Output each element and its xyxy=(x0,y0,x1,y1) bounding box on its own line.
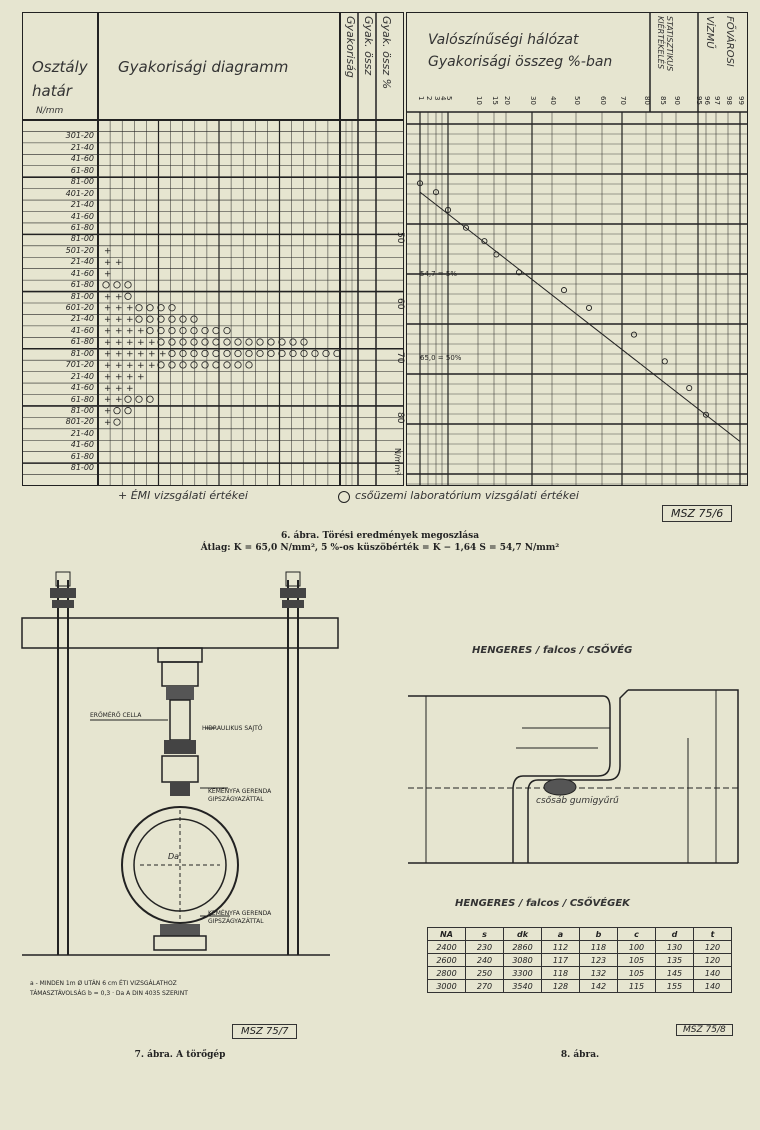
legend-circle-icon xyxy=(338,491,350,503)
pct-tick-label: 40 xyxy=(549,96,557,105)
emi-plus-mark: + xyxy=(104,418,112,429)
emi-plus-mark: + xyxy=(115,338,123,349)
lab-circle-mark xyxy=(180,339,186,345)
tag-msz-75-7: MSZ 75/7 xyxy=(232,1024,297,1039)
emi-plus-mark: + xyxy=(104,360,112,371)
lab-circle-mark xyxy=(125,282,131,288)
lab-circle-mark xyxy=(180,350,186,356)
row-label: 81-00 xyxy=(70,291,94,301)
pipe-cell: 120 xyxy=(694,941,732,954)
row-label: 21-40 xyxy=(70,314,94,324)
pct-tick-label: 85 xyxy=(659,96,667,105)
fig8-label-gumi: csősáb gumigyűrű xyxy=(536,796,619,806)
net-data-point xyxy=(561,287,566,292)
lab-circle-mark xyxy=(191,350,197,356)
lab-circle-mark xyxy=(235,350,241,356)
emi-plus-mark: + xyxy=(104,257,112,268)
lab-circle-mark xyxy=(169,327,175,333)
row-label: 81-00 xyxy=(70,463,94,473)
pipe-cell: 3080 xyxy=(504,954,542,967)
legend-csouzemi: csőüzemi laboratórium vizsgálati értékei xyxy=(355,489,579,502)
pipe-cell: 3540 xyxy=(504,980,542,993)
fig7-label-cella: ERŐMÉRŐ CELLA xyxy=(90,712,142,719)
emi-plus-mark: + xyxy=(104,292,112,303)
emi-plus-mark: + xyxy=(159,349,167,360)
lab-circle-mark xyxy=(147,327,153,333)
pipe-cell: 270 xyxy=(466,980,504,993)
lab-circle-mark xyxy=(224,339,230,345)
lab-circle-mark xyxy=(180,327,186,333)
lab-circle-mark xyxy=(246,339,252,345)
header-gyakossz: Gyak. össz xyxy=(362,16,375,76)
lab-circle-mark xyxy=(169,362,175,368)
pipe-col-header: a xyxy=(542,928,580,941)
net-data-point xyxy=(662,359,667,364)
lab-circle-mark xyxy=(125,407,131,413)
pipe-col-header: t xyxy=(694,928,732,941)
fig7-label-gerenda-bot2: GIPSZÁGYAZÁTTAL xyxy=(208,918,264,925)
net-title-1: Valószínűségi hálózat xyxy=(428,32,579,48)
pipe-cell: 140 xyxy=(694,967,732,980)
frequency-table xyxy=(22,12,404,486)
lab-circle-mark xyxy=(114,419,120,425)
lab-circle-mark xyxy=(213,339,219,345)
lab-circle-mark xyxy=(224,350,230,356)
header-hatar: határ xyxy=(32,82,72,100)
lab-circle-mark xyxy=(246,362,252,368)
row-label: 61-80 xyxy=(70,337,94,347)
emi-plus-mark: + xyxy=(104,406,112,417)
pipe-cell: 2860 xyxy=(504,941,542,954)
pct-tick-label: 10 xyxy=(475,96,483,105)
lab-circle-mark xyxy=(136,396,142,402)
header-diagram: Gyakorisági diagramm xyxy=(118,58,289,76)
row-label: 41-60 xyxy=(70,383,94,393)
fig7-note-1: a - MINDEN 1m Ø UTÁN 6 cm ÉTI VIZSGÁLATHOZ xyxy=(30,980,177,987)
row-label: 41-60 xyxy=(70,440,94,450)
fig7-label-da: Da xyxy=(168,852,180,861)
pct-tick-label: 30 xyxy=(529,96,537,105)
emi-plus-mark: + xyxy=(126,326,134,337)
lab-circle-mark xyxy=(290,339,296,345)
lab-circle-mark xyxy=(147,316,153,322)
fig7-drawing xyxy=(10,560,340,1000)
fig8-drawing xyxy=(398,668,758,878)
lab-circle-mark xyxy=(147,396,153,402)
pct-tick-label: 80 xyxy=(643,96,651,105)
row-label: 61-80 xyxy=(70,280,94,290)
pipe-row xyxy=(428,954,732,967)
emi-plus-mark: + xyxy=(126,349,134,360)
pipe-cell: 2600 xyxy=(428,954,466,967)
pipe-col-header: d xyxy=(656,928,694,941)
emi-plus-mark: + xyxy=(115,383,123,394)
axis-unit: N/mm² xyxy=(393,448,402,476)
row-label: 401-20 xyxy=(65,188,94,198)
legend-emi: + ÉMI vizsgálati értékei xyxy=(118,489,248,502)
emi-plus-mark: + xyxy=(137,372,145,383)
emi-plus-mark: + xyxy=(104,338,112,349)
pct-tick-label: 96 xyxy=(703,96,711,105)
lab-circle-mark xyxy=(191,362,197,368)
pipe-col-header: b xyxy=(580,928,618,941)
lab-circle-mark xyxy=(323,350,329,356)
row-label: 21-40 xyxy=(70,371,94,381)
pipe-cell: 100 xyxy=(618,941,656,954)
lab-circle-mark xyxy=(169,305,175,311)
emi-plus-mark: + xyxy=(104,269,112,280)
lab-circle-mark xyxy=(301,350,307,356)
pct-tick-label: 2 xyxy=(425,96,433,101)
row-label: 601-20 xyxy=(65,303,94,312)
emi-plus-mark: + xyxy=(104,395,112,406)
lab-circle-mark xyxy=(103,282,109,288)
row-label: 21-40 xyxy=(70,200,94,210)
pipe-col-header: dk xyxy=(504,928,542,941)
probability-net-svg xyxy=(406,12,748,486)
axis-value: 50 xyxy=(395,232,405,244)
net-data-point xyxy=(631,332,636,337)
emi-plus-mark: + xyxy=(115,349,123,360)
emi-plus-mark: + xyxy=(126,360,134,371)
pct-tick-label: 15 xyxy=(491,96,499,105)
emi-plus-mark: + xyxy=(126,372,134,383)
emi-plus-mark: + xyxy=(115,395,123,406)
pipe-cell: 132 xyxy=(580,967,618,980)
pct-tick-label: 5 xyxy=(445,96,453,101)
row-label: 61-80 xyxy=(70,394,94,404)
pipe-col-header: c xyxy=(618,928,656,941)
pct-tick-label: 3 xyxy=(433,96,441,101)
lab-circle-mark xyxy=(147,305,153,311)
net-label-k: 54,7 = 5% xyxy=(420,270,458,278)
emi-plus-mark: + xyxy=(137,349,145,360)
pipe-cell: 3300 xyxy=(504,967,542,980)
lab-circle-mark xyxy=(114,407,120,413)
lab-circle-mark xyxy=(125,396,131,402)
fig7-note-2: TÁMASZTÁVOLSÁG b = 0,3 · Da A DIN 4035 SZERINT xyxy=(30,990,188,997)
fig7-svg xyxy=(10,560,340,1000)
emi-plus-mark: + xyxy=(115,360,123,371)
lab-circle-mark xyxy=(125,293,131,299)
lab-circle-mark xyxy=(213,362,219,368)
pipe-cell: 145 xyxy=(656,967,694,980)
lab-circle-mark xyxy=(246,350,252,356)
pipe-cell: 135 xyxy=(656,954,694,967)
fig8-table-title: HENGERES / falcos / CSŐVÉGEK xyxy=(455,898,630,909)
emi-plus-mark: + xyxy=(104,326,112,337)
emi-plus-mark: + xyxy=(126,303,134,314)
pct-tick-label: 70 xyxy=(619,96,627,105)
row-label: 81-00 xyxy=(70,177,94,187)
row-label: 81-00 xyxy=(70,234,94,244)
emi-plus-mark: + xyxy=(104,383,112,394)
emi-plus-mark: + xyxy=(148,338,156,349)
lab-circle-mark xyxy=(235,362,241,368)
pct-tick-label: 60 xyxy=(599,96,607,105)
row-label: 41-60 xyxy=(70,154,94,164)
header-gyakorisag: Gyakoriság xyxy=(344,16,357,78)
row-label: 21-40 xyxy=(70,257,94,267)
net-label-mean: 65,0 = 50% xyxy=(420,354,462,362)
fig7-caption: 7. ábra. A törőgép xyxy=(134,1050,226,1060)
emi-plus-mark: + xyxy=(126,383,134,394)
pipe-cell: 105 xyxy=(618,954,656,967)
emi-plus-mark: + xyxy=(137,338,145,349)
axis-value: 70 xyxy=(395,352,405,364)
pipe-col-header: s xyxy=(466,928,504,941)
probability-net xyxy=(406,12,748,486)
pct-tick-label: 90 xyxy=(673,96,681,105)
pipe-col-header: NA xyxy=(428,928,466,941)
lab-circle-mark xyxy=(224,362,230,368)
emi-plus-mark: + xyxy=(148,349,156,360)
emi-plus-mark: + xyxy=(104,303,112,314)
lab-circle-mark xyxy=(180,316,186,322)
emi-plus-mark: + xyxy=(115,315,123,326)
tag-msz-75-8: MSZ 75/8 xyxy=(676,1024,733,1036)
row-label: 21-40 xyxy=(70,428,94,438)
pipe-cell: 240 xyxy=(466,954,504,967)
pipe-cell: 230 xyxy=(466,941,504,954)
fig8-title: HENGERES / falcos / CSŐVÉG xyxy=(472,645,633,656)
fig6-caption-2: Átlag: K = 65,0 N/mm², 5 %-os küszöbérték = K − 1,64 S = 54,7 N/mm² xyxy=(200,543,560,553)
fig7-label-gerenda-top2: GIPSZÁGYAZÁTTAL xyxy=(208,796,264,803)
pipe-cell: 130 xyxy=(656,941,694,954)
pipe-cell: 112 xyxy=(542,941,580,954)
emi-plus-mark: + xyxy=(126,338,134,349)
pipe-cell: 115 xyxy=(618,980,656,993)
net-title-2: Gyakorisági összeg %-ban xyxy=(428,54,613,70)
pct-tick-label: 97 xyxy=(713,96,721,105)
lab-circle-mark xyxy=(202,362,208,368)
pipe-row xyxy=(428,980,732,993)
emi-plus-mark: + xyxy=(104,349,112,360)
header-osztaly: Osztály xyxy=(32,58,88,76)
row-label: 81-00 xyxy=(70,348,94,358)
emi-plus-mark: + xyxy=(104,246,112,257)
lab-circle-mark xyxy=(312,350,318,356)
pipe-cell: 105 xyxy=(618,967,656,980)
fig8-table xyxy=(427,927,732,993)
row-label: 21-40 xyxy=(70,142,94,152)
pipe-cell: 250 xyxy=(466,967,504,980)
pipe-cell: 128 xyxy=(542,980,580,993)
axis-value: 60 xyxy=(395,298,405,310)
net-data-point xyxy=(586,305,591,310)
pipe-row xyxy=(428,941,732,954)
net-col-statisztikus: STATISZTIKUS KIÉRTÉKELÉS xyxy=(656,16,674,72)
fig7-label-gerenda-bot1: KEMÉNYFA GERENDA xyxy=(208,910,272,917)
lab-circle-mark xyxy=(257,339,263,345)
row-label: 41-60 xyxy=(70,325,94,335)
pipe-cell: 118 xyxy=(580,941,618,954)
emi-plus-mark: + xyxy=(148,360,156,371)
pct-tick-label: 99 xyxy=(737,96,745,105)
emi-plus-mark: + xyxy=(115,257,123,268)
pipe-cell: 123 xyxy=(580,954,618,967)
row-label: 301-20 xyxy=(65,131,94,141)
pct-tick-label: 95 xyxy=(695,96,703,105)
lab-circle-mark xyxy=(213,350,219,356)
lab-circle-mark xyxy=(224,327,230,333)
pipe-cell: 3000 xyxy=(428,980,466,993)
emi-plus-mark: + xyxy=(137,326,145,337)
lab-circle-mark xyxy=(235,339,241,345)
pct-tick-label: 1 xyxy=(417,96,425,101)
row-label: 61-80 xyxy=(70,165,94,175)
emi-plus-mark: + xyxy=(115,303,123,314)
pct-tick-label: 98 xyxy=(725,96,733,105)
pipe-cell: 118 xyxy=(542,967,580,980)
row-label: 61-80 xyxy=(70,222,94,232)
lab-circle-mark xyxy=(180,362,186,368)
lab-circle-mark xyxy=(169,339,175,345)
net-col-vizmu: VÍZMŰ xyxy=(704,16,715,49)
emi-plus-mark: + xyxy=(104,315,112,326)
lab-circle-mark xyxy=(257,350,263,356)
pct-tick-label: 50 xyxy=(573,96,581,105)
fig7-label-sajto: HIDRAULIKUS SAJTÓ xyxy=(202,725,263,732)
lab-circle-mark xyxy=(202,350,208,356)
lab-circle-mark xyxy=(191,316,197,322)
fig8-caption: 8. ábra. xyxy=(560,1050,600,1060)
lab-circle-mark xyxy=(191,339,197,345)
pipe-cell: 155 xyxy=(656,980,694,993)
pipe-cell: 2400 xyxy=(428,941,466,954)
lab-circle-mark xyxy=(301,339,307,345)
pct-tick-label: 20 xyxy=(503,96,511,105)
lab-circle-mark xyxy=(114,282,120,288)
emi-plus-mark: + xyxy=(115,292,123,303)
row-label: 41-60 xyxy=(70,211,94,221)
pipe-cell: 142 xyxy=(580,980,618,993)
pipe-row xyxy=(428,967,732,980)
row-label: 501-20 xyxy=(65,245,94,255)
lab-circle-mark xyxy=(136,305,142,311)
lab-circle-mark xyxy=(169,350,175,356)
lab-circle-mark xyxy=(169,316,175,322)
net-col-fovarosi: FŐVÁROSI xyxy=(724,16,735,67)
emi-plus-mark: + xyxy=(104,372,112,383)
fig6-caption-1: 6. ábra. Törési eredmények megoszlása xyxy=(280,531,480,541)
lab-circle-mark xyxy=(136,316,142,322)
lab-circle-mark xyxy=(202,339,208,345)
lab-circle-mark xyxy=(268,339,274,345)
emi-plus-mark: + xyxy=(115,372,123,383)
pct-tick-label: 4 xyxy=(439,96,447,101)
header-gyakossz-pct: Gyak. össz % xyxy=(380,16,393,90)
lab-circle-mark xyxy=(268,350,274,356)
axis-value: 80 xyxy=(395,412,405,424)
pipe-cell: 2800 xyxy=(428,967,466,980)
fig8-svg xyxy=(398,668,758,878)
net-data-point xyxy=(687,385,692,390)
row-label: 61-80 xyxy=(70,451,94,461)
tag-msz-75-6: MSZ 75/6 xyxy=(662,505,732,522)
emi-plus-mark: + xyxy=(126,315,134,326)
header-unit: N/mm xyxy=(36,106,64,116)
lab-circle-mark xyxy=(290,350,296,356)
row-label: 701-20 xyxy=(65,360,94,370)
pipe-cell: 140 xyxy=(694,980,732,993)
row-label: 801-20 xyxy=(65,417,94,427)
lab-circle-mark xyxy=(213,327,219,333)
fig7-label-gerenda-top1: KEMÉNYFA GERENDA xyxy=(208,788,272,795)
lab-circle-mark xyxy=(202,327,208,333)
row-label: 81-00 xyxy=(70,405,94,415)
pipe-cell: 120 xyxy=(694,954,732,967)
emi-plus-mark: + xyxy=(115,326,123,337)
pipe-cell: 117 xyxy=(542,954,580,967)
lab-circle-mark xyxy=(191,327,197,333)
row-label: 41-60 xyxy=(70,268,94,278)
emi-plus-mark: + xyxy=(137,360,145,371)
